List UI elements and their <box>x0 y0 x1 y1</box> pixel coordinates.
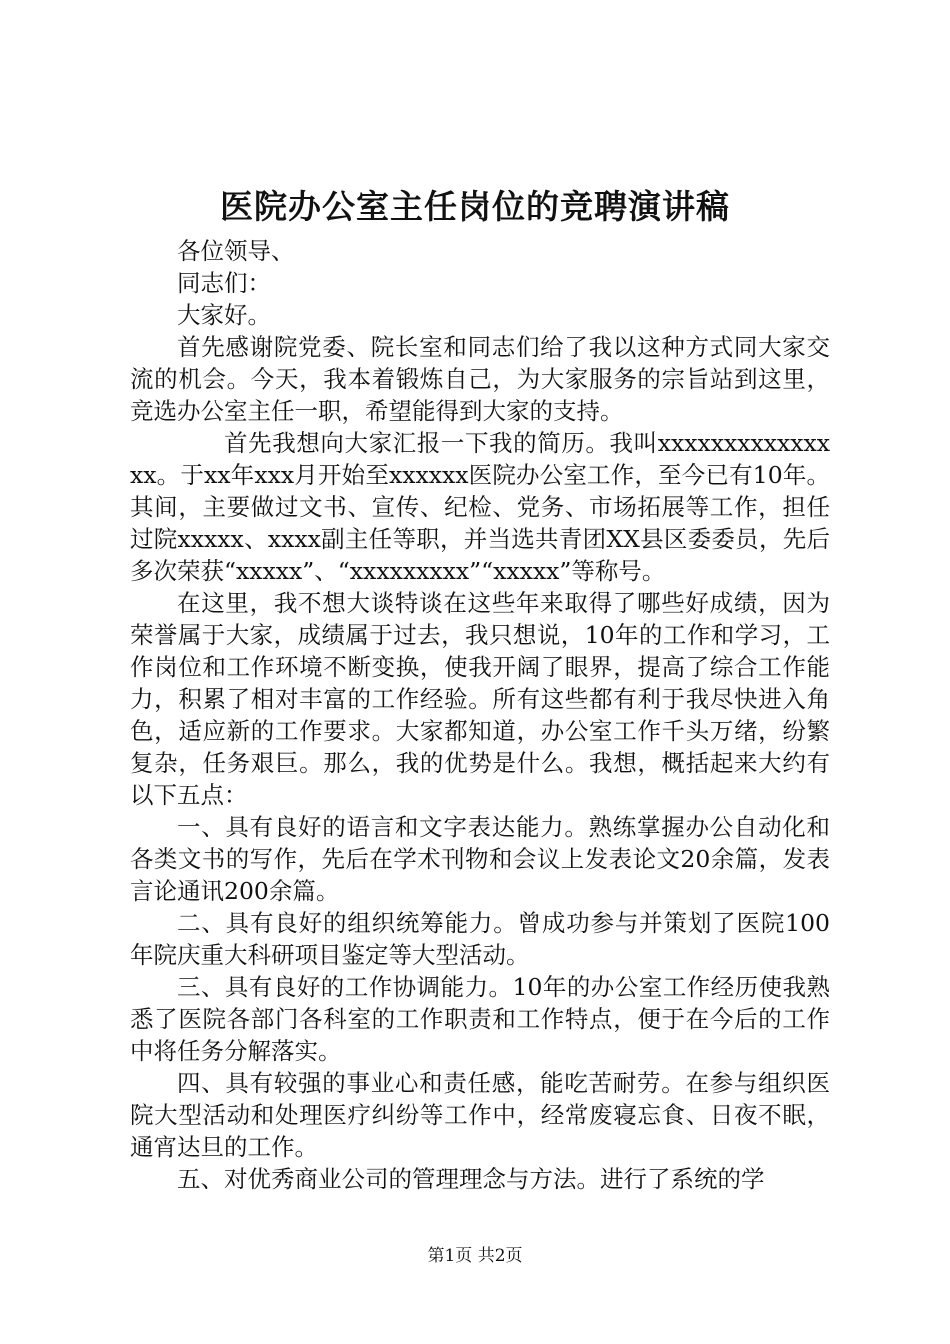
paragraph-resume: 首先我想向大家汇报一下我的简历。我叫xxxxxxxxxxxxxxx。于xx年xxx月开始至xxxxxx医院办公室工作，至今已有10年。其间，主要做过文书、宣传、纪检、党务、市场拓展等工作，担任过院xxxxx、xxxx副主任等职，并当选共青团XX县区委委员，先后多次荣获“xxxxx”、“xxxxxxxxx”“xxxxx”等称号。 <box>130 429 830 585</box>
paragraph-point-4: 四、具有较强的事业心和责任感，能吃苦耐劳。在参与组织医院大型活动和处理医疗纠纷等工作中，经常废寝忘食、日夜不眠，通宵达旦的工作。 <box>130 1069 830 1161</box>
document-title: 医院办公室主任岗位的竞聘演讲稿 <box>220 187 730 226</box>
page-footer: 第1页 共2页 <box>427 1246 523 1266</box>
paragraph-point-2: 二、具有良好的组织统筹能力。曾成功参与并策划了医院100年院庆重大科研项目鉴定等大型活动。 <box>130 909 830 969</box>
paragraph-strengths-intro: 在这里，我不想大谈特谈在这些年来取得了哪些好成绩，因为荣誉属于大家，成绩属于过去，我只想说，10年的工作和学习，工作岗位和工作环境不断变换，使我开阔了眼界，提高了综合工作能力，积累了相对丰富的工作经验。所有这些都有利于我尽快进入角色，适应新的工作要求。大家都知道，办公室工作千头万绪，纷繁复杂，任务艰巨。那么，我的优势是什么。我想，概括起来大约有以下五点： <box>130 589 830 809</box>
paragraph-point-5: 五、对优秀商业公司的管理理念与方法。进行了系统的学 <box>177 1165 765 1193</box>
salutation-comrades: 同志们： <box>177 269 271 297</box>
paragraph-point-3: 三、具有良好的工作协调能力。10年的办公室工作经历使我熟悉了医院各部门各科室的工作职责和工作特点，便于在今后的工作中将任务分解落实。 <box>130 973 830 1065</box>
paragraph-point-1: 一、具有良好的语言和文字表达能力。熟练掌握办公自动化和各类文书的写作，先后在学术刊物和会议上发表论文20余篇，发表言论通讯200余篇。 <box>130 813 830 905</box>
paragraph-thanks: 首先感谢院党委、院长室和同志们给了我以这种方式同大家交流的机会。今天，我本着锻炼自己，为大家服务的宗旨站到这里，竞选办公室主任一职，希望能得到大家的支持。 <box>130 333 830 425</box>
salutation-leaders: 各位领导、 <box>177 237 295 265</box>
salutation-greeting: 大家好。 <box>177 301 271 329</box>
document-body <box>130 235 830 1195</box>
